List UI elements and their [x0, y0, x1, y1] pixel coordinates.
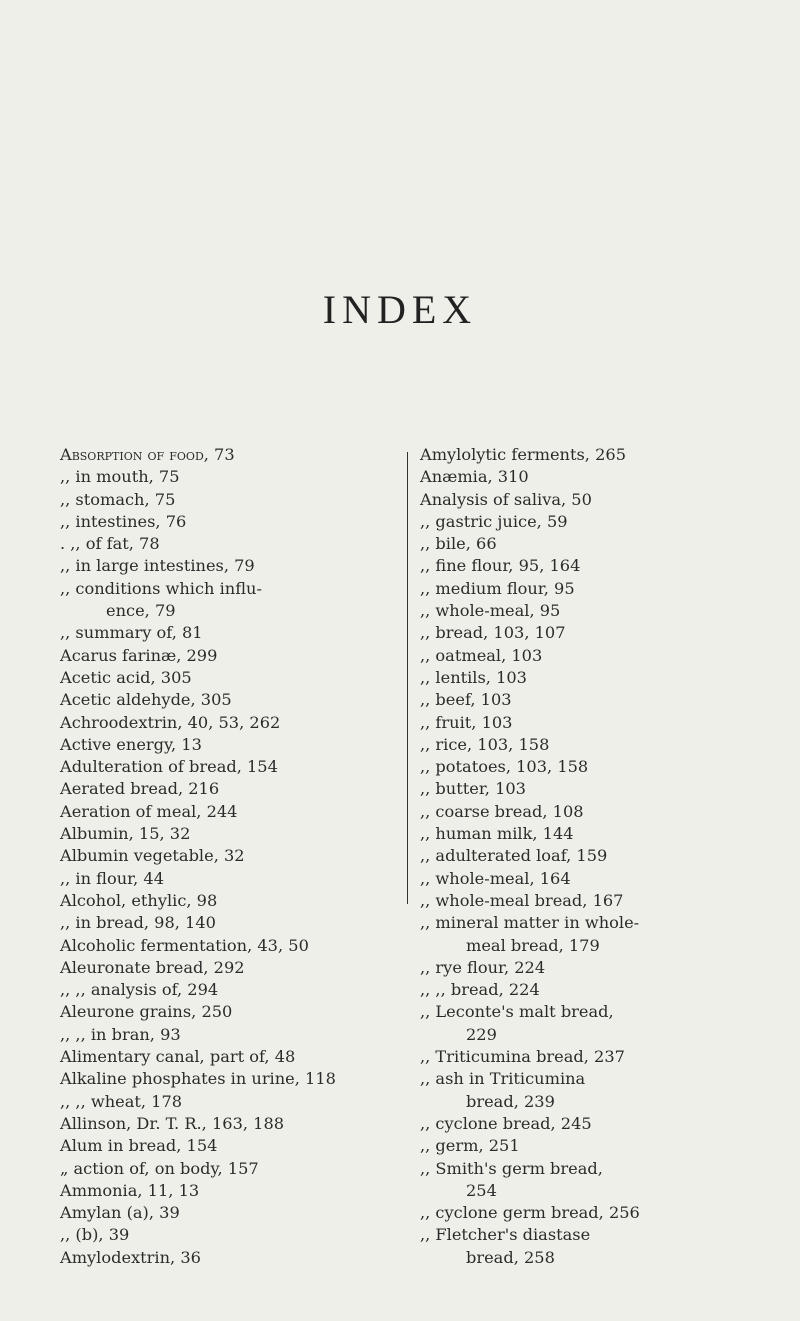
column-divider	[407, 452, 408, 904]
index-entry: ,, rice, 103, 158	[420, 734, 550, 754]
index-entry: ,, fruit, 103	[420, 712, 513, 732]
index-entry: ,, Triticumina bread, 237	[420, 1047, 625, 1067]
index-entry: ,, cyclone germ bread, 256	[420, 1203, 640, 1223]
index-entry: Aeration of meal, 244	[60, 801, 238, 821]
index-entry: Achroodextrin, 40, 53, 262	[60, 712, 281, 732]
index-entry: Aleurone grains, 250	[60, 1002, 233, 1022]
index-entry: Alcoholic fermentation, 43, 50	[60, 935, 309, 955]
index-entry: Amylodextrin, 36	[60, 1247, 201, 1267]
index-entry: ,, bread, 103, 107	[420, 623, 566, 643]
index-entry: Ammonia, 11, 13	[60, 1180, 200, 1200]
index-entry: Albumin vegetable, 32	[60, 846, 245, 866]
index-entry: Acetic aldehyde, 305	[60, 690, 232, 710]
index-entry: ,, oatmeal, 103	[420, 645, 543, 665]
index-entry: ,, summary of, 81	[60, 623, 203, 643]
index-entry: Alkaline phosphates in urine, 118	[60, 1069, 336, 1089]
index-entry: meal bread, 179	[466, 935, 600, 955]
index-entry: „ action of, on body, 157	[60, 1158, 259, 1178]
index-entry: Active energy, 13	[60, 734, 202, 754]
index-entry: ,, in flour, 44	[60, 868, 165, 888]
index-entry: Absorption of food, 73	[60, 445, 235, 464]
index-entry: ,, (b), 39	[60, 1225, 130, 1245]
index-entry: ,, germ, 251	[420, 1136, 520, 1156]
index-entry: Alum in bread, 154	[60, 1136, 218, 1156]
index-entry: ,, ,, in bran, 93	[60, 1024, 181, 1044]
index-entry: ,, Smith's germ bread,	[420, 1158, 603, 1178]
index-entry: ,, Leconte's malt bread,	[420, 1002, 614, 1022]
index-entry: ,, adulterated loaf, 159	[420, 846, 608, 866]
index-entry: Amylolytic ferments, 265	[420, 445, 626, 464]
index-entry: ,, potatoes, 103, 158	[420, 757, 589, 777]
index-entry: Amylan (a), 39	[60, 1203, 180, 1223]
index-entry: ,, Fletcher's diastase	[420, 1225, 591, 1245]
index-entry: Acetic acid, 305	[60, 667, 192, 687]
index-entry: Aleuronate bread, 292	[60, 957, 245, 977]
index-entry: ence, 79	[106, 601, 176, 621]
index-entry: ,, gastric juice, 59	[420, 511, 568, 531]
page-title: INDEX	[322, 287, 478, 332]
index-entry: 254	[466, 1180, 497, 1200]
index-entry: ,, intestines, 76	[60, 511, 187, 531]
index-entry: ,, whole-meal, 164	[420, 868, 571, 888]
index-entry: 229	[466, 1024, 497, 1044]
index-entry: Aerated bread, 216	[60, 779, 220, 799]
index-entry: ,, in mouth, 75	[60, 467, 180, 487]
index-entry: ,, bile, 66	[420, 534, 497, 554]
index-entry: Alcohol, ethylic, 98	[60, 890, 218, 910]
index-entry: ,, conditions which influ-	[60, 578, 262, 598]
index-entry: ,, in bread, 98, 140	[60, 913, 216, 933]
index-entry: ,, in large intestines, 79	[60, 556, 255, 576]
index-entry: ,, ash in Triticumina	[420, 1069, 586, 1089]
index-entry: ,, beef, 103	[420, 690, 512, 710]
index-entry: ,, ,, analysis of, 294	[60, 980, 219, 1000]
index-entry: ,, butter, 103	[420, 779, 526, 799]
index-entry: Adulteration of bread, 154	[60, 757, 278, 777]
index-entry: ,, whole-meal bread, 167	[420, 890, 624, 910]
index-entry: Albumin, 15, 32	[60, 824, 191, 844]
index-entry: bread, 239	[466, 1091, 555, 1111]
index-entry: ,, ,, bread, 224	[420, 980, 540, 1000]
index-entry: Allinson, Dr. T. R., 163, 188	[60, 1113, 285, 1133]
index-entry: Acarus farinæ, 299	[60, 645, 218, 665]
index-entry: Anæmia, 310	[420, 467, 529, 487]
index-entry: ,, fine flour, 95, 164	[420, 556, 581, 576]
index-entry: ,, rye flour, 224	[420, 957, 546, 977]
index-column-right	[420, 444, 760, 1269]
index-entry: ,, cyclone bread, 245	[420, 1113, 592, 1133]
index-entry: Alimentary canal, part of, 48	[60, 1047, 296, 1067]
index-entry: ,, stomach, 75	[60, 489, 176, 509]
index-entry: ,, whole-meal, 95	[420, 601, 561, 621]
index-entry: ,, lentils, 103	[420, 667, 527, 687]
index-entry: ,, medium flour, 95	[420, 578, 575, 598]
index-entry: ,, human milk, 144	[420, 824, 574, 844]
index-column-left	[60, 444, 400, 1269]
index-entry: ,, ,, wheat, 178	[60, 1091, 183, 1111]
index-entry: ,, coarse bread, 108	[420, 801, 584, 821]
index-entry: . ,, of fat, 78	[60, 534, 160, 554]
index-entry: bread, 258	[466, 1247, 555, 1267]
index-entry: Analysis of saliva, 50	[420, 489, 592, 509]
index-entry: ,, mineral matter in whole-	[420, 913, 640, 933]
